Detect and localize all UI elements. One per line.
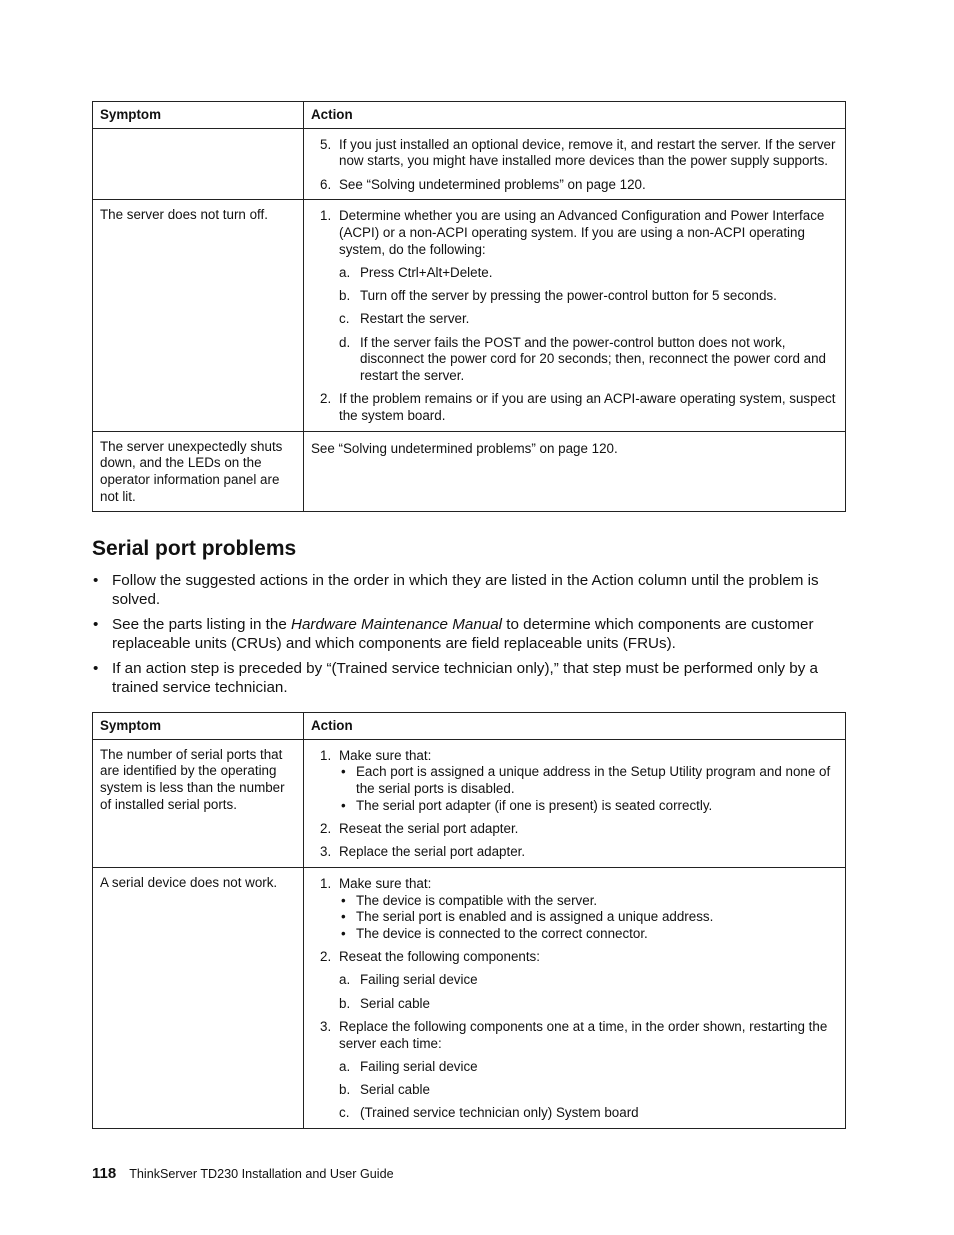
action-substep: b. Serial cable: [339, 1081, 430, 1097]
section-title: Serial port problems: [92, 537, 297, 560]
action-text: See “Solving undetermined problems” on page 120.: [311, 440, 618, 456]
action-step: 1. Determine whether you are using an Advanced Configuration and Power Interface (ACPI) or a non-ACPI operating system. If you are using a non-ACPI operating system, do the following: a. Press Ctrl+Alt+Delete. b. Turn off the server by pressing the power-control button for 5 seconds. c. Restart the server. d. If the server fails the POST and the power-control button does not work, disconnect the power cord for 20 seconds; then, reconnect the power cord and restart the server.: [311, 208, 838, 384]
action-substep: d. If the server fails the POST and the power-control button does not work, disconnect the power cord for 20 seconds; then, reconnect the power cord and restart the server.: [339, 334, 826, 383]
table-row: [93, 867, 846, 1128]
action-substeps: [339, 1059, 838, 1122]
action-steps: [311, 748, 838, 861]
symptom-cell: A serial device does not work.: [93, 867, 304, 1128]
action-step: 1. Make sure that: • Each port is assigned a unique address in the Setup Utility program and none of the serial ports is disabled. • The serial port adapter (if one is present) is seated correctly.: [311, 748, 838, 815]
list-item: • The device is compatible with the server.: [341, 892, 598, 908]
action-steps: [311, 208, 838, 424]
action-step: 1. Make sure that: • The device is compatible with the server. • The serial port is enabled and is assigned a unique address. • The device is connected to the correct connector.: [311, 876, 838, 943]
bullet-glyph: •: [93, 572, 99, 589]
action-step: 3. Replace the following components one at a time, in the order shown, restarting the server each time: a. Failing serial device b. Serial cable c. (Trained service technician only) System board: [311, 1019, 838, 1122]
action-step: 3. Replace the serial port adapter.: [320, 844, 526, 860]
action-steps: [311, 876, 838, 1122]
list-item: • If an action step is preceded by “(Trained service technician only),” that step must be performed only by a trained service technician.: [93, 660, 819, 696]
page-footer: [92, 1165, 394, 1183]
table-row: [93, 739, 846, 867]
action-substep: a. Failing serial device: [339, 1058, 478, 1074]
list-item: • The serial port adapter (if one is present) is seated correctly.: [341, 797, 713, 813]
bullet-glyph: •: [93, 616, 99, 633]
page-number: 118: [92, 1165, 117, 1182]
table-header-row: [93, 102, 846, 129]
action-cell: [304, 431, 846, 512]
action-substep: a. Press Ctrl+Alt+Delete.: [339, 264, 493, 280]
symptom-column-header: Symptom: [93, 102, 304, 129]
list-item: • The serial port is enabled and is assigned a unique address.: [341, 909, 714, 925]
action-substep: b. Serial cable: [339, 995, 430, 1011]
action-cell: [304, 867, 846, 1128]
table-row: [93, 128, 846, 200]
symptom-cell: The server does not turn off.: [93, 200, 304, 431]
troubleshooting-table-serial: [92, 712, 846, 1129]
action-substep: a. Failing serial device: [339, 972, 478, 988]
symptom-cell: The server unexpectedly shuts down, and the LEDs on the operator information panel are not lit.: [93, 431, 304, 512]
manual-title: Hardware Maintenance Manual: [290, 616, 503, 633]
list-item: • Follow the suggested actions in the order in which they are listed in the Action column until the problem is solved.: [93, 572, 819, 608]
table-header-row: [93, 713, 846, 740]
table-row: [93, 431, 846, 512]
list-item: • See the parts listing in the Hardware Maintenance Manual to determine which components are customer replaceable units (CRUs) and which components are field replaceable units (FRUs).: [93, 616, 814, 652]
symptom-column-header: Symptom: [93, 713, 304, 740]
troubleshooting-table-power: [92, 101, 846, 512]
list-item: • Each port is assigned a unique address in the Setup Utility program and none of the serial ports is disabled.: [341, 764, 831, 797]
action-substeps: [339, 265, 838, 385]
action-substep: c. (Trained service technician only) System board: [339, 1105, 639, 1121]
document-title: ThinkServer TD230 Installation and User Guide: [129, 1167, 394, 1181]
action-step: 2. Reseat the serial port adapter.: [320, 821, 519, 837]
action-cell: [304, 200, 846, 431]
table-row: [93, 200, 846, 431]
action-steps: [311, 137, 838, 194]
action-column-header: Action: [304, 713, 846, 740]
symptom-cell: The number of serial ports that are identified by the operating system is less than the number of installed serial ports.: [93, 739, 304, 867]
check-list: [339, 893, 838, 943]
action-column-header: Action: [304, 102, 846, 129]
action-step: 5. If you just installed an optional device, remove it, and restart the server. If the server now starts, you might have installed more devices than the power supply supports.: [320, 136, 836, 169]
action-substeps: [339, 972, 838, 1012]
instructions-list: [92, 572, 847, 704]
action-substep: b. Turn off the server by pressing the power-control button for 5 seconds.: [339, 288, 777, 304]
action-cell: [304, 128, 846, 200]
bullet-glyph: •: [93, 660, 99, 677]
symptom-cell: [93, 128, 304, 200]
action-substep: c. Restart the server.: [339, 311, 470, 327]
action-step: 2. Reseat the following components: a. Failing serial device b. Serial cable: [311, 949, 838, 1012]
action-step: 2. If the problem remains or if you are using an ACPI-aware operating system, suspect the system board.: [320, 391, 836, 423]
list-item: • The device is connected to the correct connector.: [341, 926, 648, 942]
action-cell: [304, 739, 846, 867]
check-list: [339, 764, 838, 814]
action-step: 6. See “Solving undetermined problems” on page 120.: [320, 176, 646, 192]
